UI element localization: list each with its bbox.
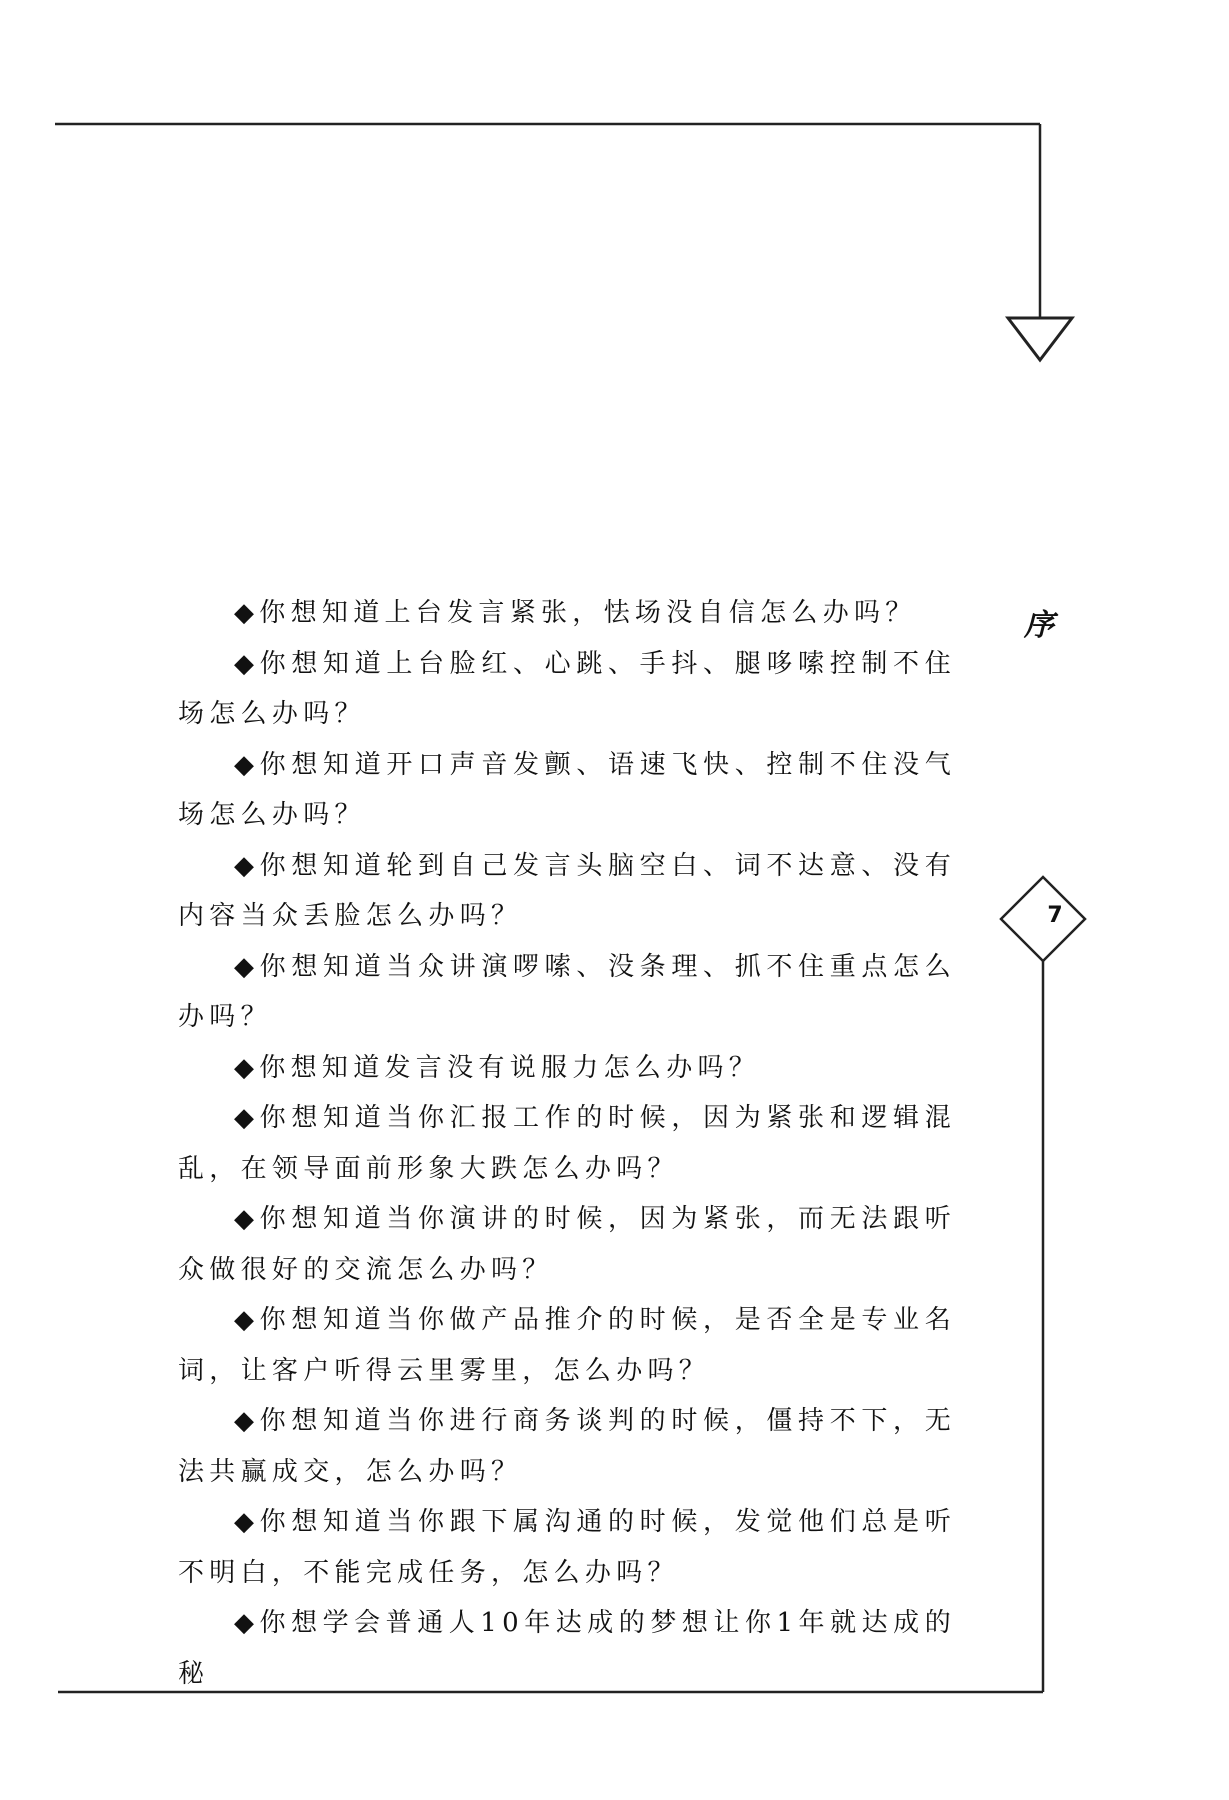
diamond-bullet-icon: ◆ [234,1608,260,1638]
paragraph: ◆你想知道上台脸红、心跳、手抖、腿哆嗦控制不住场怎么办吗？ [178,648,956,729]
diamond-bullet-icon: ◆ [234,1204,260,1234]
paragraph: ◆你想知道当众讲演啰嗦、没条理、抓不住重点怎么办吗？ [178,951,956,1032]
paragraph: ◆你想知道当你进行商务谈判的时候，僵持不下，无法共赢成交，怎么办吗？ [178,1406,956,1487]
diamond-bullet-icon: ◆ [234,648,260,679]
diamond-bullet-icon: ◆ [234,1305,260,1335]
section-label: 序 [1024,608,1054,643]
diamond-bullet-icon: ◆ [234,598,260,628]
diamond-bullet-icon: ◆ [234,1103,260,1133]
diamond-bullet-icon: ◆ [234,850,260,881]
page-body [178,588,956,1699]
diamond-bullet-icon: ◆ [234,1406,260,1436]
page-number: 7 [1047,903,1063,928]
paragraph: ◆你想知道上台发言紧张，怯场没自信怎么办吗？ [234,598,917,628]
diamond-bullet-icon: ◆ [234,951,260,982]
paragraph: ◆你想学会普通人10年达成的梦想让你1年就达成的秘 [178,1608,956,1689]
diamond-bullet-icon: ◆ [234,749,260,780]
paragraph: ◆你想知道发言没有说服力怎么办吗？ [234,1052,761,1083]
diamond-bullet-icon: ◆ [234,1052,260,1083]
triangle-marker [1008,318,1072,360]
paragraph: ◆你想知道轮到自己发言头脑空白、词不达意、没有内容当众丢脸怎么办吗？ [178,850,956,931]
paragraph: ◆你想知道当你演讲的时候，因为紧张，而无法跟听众做很好的交流怎么办吗？ [178,1204,956,1285]
paragraph: ◆你想知道当你做产品推介的时候，是否全是专业名词，让客户听得云里雾里，怎么办吗？ [178,1305,956,1386]
diamond-bullet-icon: ◆ [234,1507,260,1537]
paragraph: ◆你想知道当你汇报工作的时候，因为紧张和逻辑混乱，在领导面前形象大跌怎么办吗？ [178,1103,956,1184]
paragraph: ◆你想知道开口声音发颤、语速飞快、控制不住没气场怎么办吗？ [178,749,956,830]
paragraph: ◆你想知道当你跟下属沟通的时候，发觉他们总是听不明白，不能完成任务，怎么办吗？ [178,1507,956,1588]
